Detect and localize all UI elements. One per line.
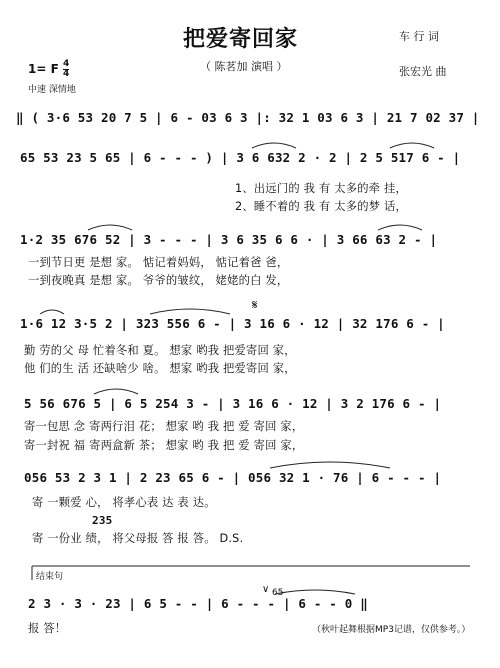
breath-mark-icon: ∨ <box>262 584 270 595</box>
time-numerator: 4 <box>62 59 70 69</box>
tempo-marking: 中速 深情地 <box>28 85 76 95</box>
key-label: 1= F <box>28 62 59 76</box>
ending-section-label: 结束句 <box>36 572 64 582</box>
lyric-row-2-verse-1: 1、出远门的 我 有 太多的牵 挂， <box>235 182 408 195</box>
lyric-row-4-verse-1: 勤 劳的父 母 忙着冬和 夏。 想家 哟我 把爱寄回 家， <box>24 344 296 357</box>
slur-row3-a <box>88 225 132 230</box>
slur-row2-a <box>252 143 296 148</box>
slur-row6-a <box>270 462 390 468</box>
singer-credit: （ 陈茗加 演唱 ） <box>200 60 288 73</box>
slur-row2-b <box>390 143 434 148</box>
lyric-row-5-verse-2: 寄一封祝 福 寄两盒新 茶； 想家 哟 我 把 爱 寄回 家， <box>24 439 304 452</box>
segno-icon: 𝄋 <box>252 298 258 313</box>
slur-row4-b <box>150 309 230 314</box>
lyric-row-6-verse-2: 寄 一份业 绩， 将父母报 答 报 答。 D.S. <box>32 532 244 545</box>
notation-row-6: 056 53 2 3 1 | 2 23 65 6 - | 056 32 1 · 76 | 6 - - - | <box>24 470 442 485</box>
lyric-row-3-verse-2: 一到夜晚真 是想 家。 爷爷的皱纹， 姥姥的白 发， <box>28 274 289 287</box>
time-denominator: 4 <box>62 69 70 79</box>
song-title: 把爱寄回家 <box>183 27 299 52</box>
slur-row5-a <box>94 389 138 394</box>
tie-row7 <box>275 590 355 594</box>
lyric-row-5-verse-1: 寄一包思 念 寄两行泪 花； 想家 哟 我 把 爱 寄回 家， <box>24 420 304 433</box>
grace-notes: 65 <box>272 588 284 598</box>
notation-row-5: 5 56 676 5 | 6 5 254 3 - | 3 16 6 · 12 | 3 2 176 6 - | <box>24 396 442 411</box>
notation-row-3: 1·2 35 676 52 | 3 - - - | 3 6 35 6 6 · | 3 66 63 2 - | <box>20 232 438 247</box>
variant-notes-235: 235 <box>92 514 113 527</box>
notation-row-1: ‖ ( 3·6 53 20 7 5 | 6 - 03 6 3 |: 32 1 03 6 3 | 21 7 02 37 | <box>16 110 480 125</box>
ending-bracket <box>32 566 470 580</box>
notation-row-4: 1·6 12 3·5 2 | 323 556 6 - | 3 16 6 · 12 | 32 176 6 - | <box>20 316 445 331</box>
composer-credit: 张宏光 曲 <box>399 65 447 78</box>
lyric-row-3-verse-1: 一到节日更 是想 家。 惦记着妈妈， 惦记着爸 爸， <box>28 256 289 269</box>
transcription-note: （秋叶起舞根据MP3记谱，仅供参考。） <box>312 625 471 635</box>
notation-row-2: 65 53 23 5 65 | 6 - - - ) | 3 6 632 2 · 2 | 2 5 517 6 - | <box>20 150 461 165</box>
lyric-row-6-verse-1: 寄 一颗爱 心， 将孝心表 达 表 达。 <box>32 496 216 509</box>
slur-row4-a <box>40 310 64 314</box>
lyric-row-4-verse-2: 他 们的生 活 还缺啥少 啥。 想家 哟我 把爱寄回 家， <box>24 362 296 375</box>
lyricist-credit: 车 行 词 <box>399 30 439 43</box>
lyric-row-7: 报 答！ <box>28 622 67 635</box>
lyric-row-2-verse-2: 2、睡不着的 我 有 太多的梦 话， <box>235 200 408 213</box>
slur-row3-b <box>378 225 422 230</box>
notation-row-7: 2 3 · 3 · 23 | 6 5 - - | 6 - - - | 6 - - 0 ‖ <box>28 596 368 611</box>
